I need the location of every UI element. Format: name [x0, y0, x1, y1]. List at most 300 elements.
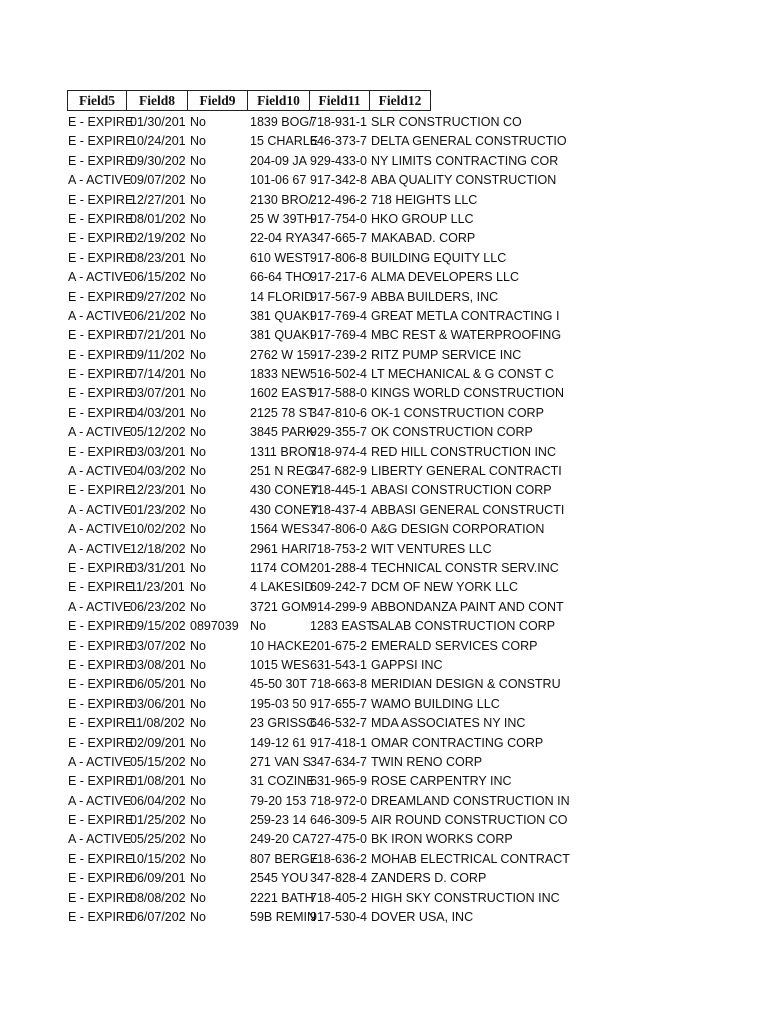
address-cell: 2545 YOU: [250, 871, 309, 886]
date-cell: 09/07/202: [130, 173, 186, 188]
phone-cell: 646-532-7: [310, 716, 367, 731]
phone-cell: 727-475-0: [310, 832, 367, 847]
table-row: [68, 695, 768, 714]
flag-cell: No: [190, 289, 206, 304]
company-cell: HIGH SKY CONSTRUCTION INC: [371, 890, 560, 905]
header-cell-field9: Field9: [188, 90, 248, 111]
status-cell: E - EXPIRE: [68, 560, 134, 575]
company-cell: ABBASI GENERAL CONSTRUCTI: [371, 502, 565, 517]
phone-cell: 929-355-7: [310, 425, 367, 440]
date-cell: 11/23/201: [130, 580, 185, 595]
address-cell: 259-23 14: [250, 813, 307, 828]
address-cell: 22-04 RYA: [250, 231, 310, 246]
table-row: [68, 889, 768, 908]
date-cell: 10/24/201: [130, 134, 186, 149]
company-cell: ZANDERS D. CORP: [371, 871, 487, 886]
date-cell: 06/15/202: [130, 270, 186, 285]
date-cell: 07/21/201: [130, 328, 186, 343]
date-cell: 08/01/202: [130, 211, 186, 226]
date-cell: 06/23/202: [130, 599, 186, 614]
company-cell: SLR CONSTRUCTION CO: [371, 115, 522, 129]
flag-cell: No: [190, 754, 206, 769]
table-row: [68, 637, 768, 656]
flag-cell: No: [190, 502, 206, 517]
phone-cell: 718-405-2: [310, 890, 367, 905]
date-cell: 06/21/202: [130, 308, 186, 323]
flag-cell: No: [190, 890, 206, 905]
flag-cell: No: [190, 328, 206, 343]
flag-cell: No: [190, 386, 206, 401]
date-cell: 01/30/201: [130, 115, 186, 129]
phone-cell: 609-242-7: [310, 580, 367, 595]
address-cell: 1311 BRON: [250, 444, 317, 459]
address-cell: 45-50 30T: [250, 677, 307, 692]
table-row: [68, 578, 768, 597]
company-cell: NY LIMITS CONTRACTING COR: [371, 153, 559, 168]
table-row: [68, 811, 768, 830]
status-cell: E - EXPIRE: [68, 328, 134, 343]
flag-cell: No: [190, 871, 206, 886]
company-cell: OMAR CONTRACTING CORP: [371, 735, 544, 750]
phone-cell: 917-769-4: [310, 328, 367, 343]
flag-cell: No: [190, 910, 206, 925]
date-cell: 09/11/202: [130, 347, 185, 362]
table-row: [68, 132, 768, 151]
date-cell: 01/23/202: [130, 502, 186, 517]
date-cell: 12/27/201: [130, 192, 186, 207]
table-row: [68, 288, 768, 307]
phone-cell: 347-682-9: [310, 464, 367, 479]
status-cell: E - EXPIRE: [68, 367, 134, 382]
address-cell: 1564 WES: [250, 522, 310, 537]
status-cell: A - ACTIVE: [68, 832, 132, 847]
table-row: [68, 346, 768, 365]
company-cell: ABBA BUILDERS, INC: [371, 289, 499, 304]
date-cell: 09/30/202: [130, 153, 186, 168]
address-cell: 79-20 153: [250, 793, 307, 808]
date-cell: 03/06/201: [130, 696, 186, 711]
date-cell: 03/03/201: [130, 444, 186, 459]
status-cell: A - ACTIVE: [68, 270, 132, 285]
phone-cell: 201-288-4: [310, 560, 367, 575]
address-cell: 807 BERGE: [250, 851, 319, 866]
table-row: [68, 908, 768, 927]
phone-cell: 1283 EAST: [310, 619, 374, 634]
header-cell-field8: Field8: [127, 90, 188, 111]
date-cell: 06/05/201: [130, 677, 186, 692]
table-row: [68, 443, 768, 462]
status-cell: A - ACTIVE: [68, 599, 132, 614]
address-cell: 204-09 JA: [250, 153, 307, 168]
status-cell: E - EXPIRE: [68, 677, 134, 692]
status-cell: A - ACTIVE: [68, 754, 132, 769]
phone-cell: 718-753-2: [310, 541, 367, 556]
address-cell: 3845 PARK: [250, 425, 315, 440]
flag-cell: No: [190, 347, 206, 362]
company-cell: DELTA GENERAL CONSTRUCTIO: [371, 134, 567, 149]
phone-cell: 718-636-2: [310, 851, 367, 866]
address-cell: 59B REMIN: [250, 910, 316, 925]
table-row: [68, 249, 768, 268]
company-cell: LIBERTY GENERAL CONTRACTI: [371, 464, 562, 479]
phone-cell: 917-342-8: [310, 173, 367, 188]
phone-cell: 646-309-5: [310, 813, 367, 828]
table-row: [68, 268, 768, 287]
address-cell: 1833 NEW: [250, 367, 311, 382]
company-cell: GREAT METLA CONTRACTING I: [371, 308, 560, 323]
company-cell: DREAMLAND CONSTRUCTION IN: [371, 793, 570, 808]
status-cell: E - EXPIRE: [68, 580, 134, 595]
table-row: [68, 734, 768, 753]
phone-cell: 917-769-4: [310, 308, 367, 323]
company-cell: ABA QUALITY CONSTRUCTION: [371, 173, 557, 188]
table-row: [68, 152, 768, 171]
table-row: [68, 229, 768, 248]
flag-cell: No: [190, 541, 206, 556]
status-cell: E - EXPIRE: [68, 134, 134, 149]
status-cell: E - EXPIRE: [68, 211, 134, 226]
company-cell: ABBONDANZA PAINT AND CONT: [371, 599, 564, 614]
date-cell: 01/25/202: [130, 813, 186, 828]
phone-cell: 929-433-0: [310, 153, 367, 168]
header-cell-field12: Field12: [370, 90, 431, 111]
table-row: [68, 830, 768, 849]
date-cell: 05/12/202: [130, 425, 186, 440]
address-cell: 430 CONEY: [250, 502, 319, 517]
phone-cell: 718-445-1: [310, 483, 367, 498]
flag-cell: No: [190, 308, 206, 323]
address-cell: 101-06 67: [250, 173, 307, 188]
address-cell: 23 GRISSC: [250, 716, 316, 731]
table-row: [68, 540, 768, 559]
address-cell: 381 QUAKI: [250, 308, 314, 323]
date-cell: 11/08/202: [130, 716, 185, 731]
company-cell: MDA ASSOCIATES NY INC: [371, 716, 526, 731]
phone-cell: 201-675-2: [310, 638, 367, 653]
address-cell: 2130 BRO/: [250, 192, 312, 207]
company-cell: RITZ PUMP SERVICE INC: [371, 347, 522, 362]
phone-cell: 646-373-7: [310, 134, 367, 149]
status-cell: E - EXPIRE: [68, 405, 134, 420]
address-cell: 381 QUAKI: [250, 328, 314, 343]
status-cell: E - EXPIRE: [68, 115, 134, 129]
status-cell: E - EXPIRE: [68, 619, 134, 634]
company-cell: WAMO BUILDING LLC: [371, 696, 500, 711]
phone-cell: 347-810-6: [310, 405, 367, 420]
company-cell: DCM OF NEW YORK LLC: [371, 580, 519, 595]
status-cell: E - EXPIRE: [68, 716, 134, 731]
company-cell: MBC REST & WATERPROOFING: [371, 328, 562, 343]
status-cell: E - EXPIRE: [68, 657, 134, 672]
table-row: [68, 772, 768, 791]
phone-cell: 718-437-4: [310, 502, 367, 517]
phone-cell: 347-634-7: [310, 754, 367, 769]
phone-cell: 631-543-1: [310, 657, 367, 672]
flag-cell: 0897039: [190, 619, 239, 634]
table-row: [68, 753, 768, 772]
table-row: [68, 501, 768, 520]
date-cell: 10/02/202: [130, 522, 186, 537]
flag-cell: No: [190, 134, 206, 149]
table-row: [68, 462, 768, 481]
company-cell: MOHAB ELECTRICAL CONTRACT: [371, 851, 570, 866]
date-cell: 06/09/201: [130, 871, 186, 886]
status-cell: E - EXPIRE: [68, 483, 134, 498]
flag-cell: No: [190, 444, 206, 459]
table-row: [68, 520, 768, 539]
flag-cell: No: [190, 367, 206, 382]
address-cell: 249-20 CA: [250, 832, 310, 847]
table-row: [68, 559, 768, 578]
address-cell: 31 COZINE: [250, 774, 315, 789]
address-cell: 4 LAKESID: [250, 580, 314, 595]
date-cell: 03/07/202: [130, 638, 186, 653]
phone-cell: 917-530-4: [310, 910, 367, 925]
table-row: [68, 210, 768, 229]
company-cell: OK-1 CONSTRUCTION CORP: [371, 405, 544, 420]
status-cell: E - EXPIRE: [68, 231, 134, 246]
flag-cell: No: [190, 405, 206, 420]
status-cell: A - ACTIVE: [68, 173, 132, 188]
status-cell: E - EXPIRE: [68, 910, 134, 925]
table-row: [68, 869, 768, 888]
address-cell: 2961 HARI: [250, 541, 312, 556]
company-cell: BK IRON WORKS CORP: [371, 832, 513, 847]
flag-cell: No: [190, 813, 206, 828]
flag-cell: No: [190, 774, 206, 789]
company-cell: ROSE CARPENTRY INC: [371, 774, 512, 789]
status-cell: E - EXPIRE: [68, 813, 134, 828]
address-cell: 3721 GOM: [250, 599, 312, 614]
address-cell: 66-64 THO: [250, 270, 312, 285]
phone-cell: 917-239-2: [310, 347, 367, 362]
status-cell: A - ACTIVE: [68, 425, 132, 440]
phone-cell: 347-665-7: [310, 231, 367, 246]
address-cell: 2762 W 15: [250, 347, 311, 362]
phone-cell: 718-931-1: [310, 115, 367, 129]
table-body: [68, 113, 768, 927]
status-cell: A - ACTIVE: [68, 541, 132, 556]
flag-cell: No: [190, 250, 206, 265]
address-cell: 15 CHARLE: [250, 134, 319, 149]
date-cell: 06/04/202: [130, 793, 186, 808]
flag-cell: No: [190, 638, 206, 653]
address-cell: No: [250, 619, 266, 634]
phone-cell: 917-588-0: [310, 386, 367, 401]
address-cell: 195-03 50: [250, 696, 307, 711]
company-cell: EMERALD SERVICES CORP: [371, 638, 538, 653]
phone-cell: 917-655-7: [310, 696, 367, 711]
phone-cell: 917-217-6: [310, 270, 367, 285]
status-cell: E - EXPIRE: [68, 386, 134, 401]
status-cell: E - EXPIRE: [68, 153, 134, 168]
table-row: [68, 113, 768, 132]
phone-cell: 917-806-8: [310, 250, 367, 265]
flag-cell: No: [190, 599, 206, 614]
header-row: [67, 90, 431, 111]
flag-cell: No: [190, 793, 206, 808]
phone-cell: 718-974-4: [310, 444, 367, 459]
flag-cell: No: [190, 677, 206, 692]
status-cell: A - ACTIVE: [68, 502, 132, 517]
address-cell: 149-12 61: [250, 735, 307, 750]
phone-cell: 917-567-9: [310, 289, 367, 304]
date-cell: 07/14/201: [130, 367, 186, 382]
flag-cell: No: [190, 173, 206, 188]
status-cell: E - EXPIRE: [68, 774, 134, 789]
table-row: [68, 850, 768, 869]
phone-cell: 718-663-8: [310, 677, 367, 692]
flag-cell: No: [190, 211, 206, 226]
status-cell: E - EXPIRE: [68, 851, 134, 866]
date-cell: 09/15/202: [130, 619, 186, 634]
company-cell: RED HILL CONSTRUCTION INC: [371, 444, 556, 459]
company-cell: WIT VENTURES LLC: [371, 541, 492, 556]
address-cell: 1174 COM: [250, 560, 310, 575]
flag-cell: No: [190, 153, 206, 168]
address-cell: 610 WEST: [250, 250, 311, 265]
table-row: [68, 423, 768, 442]
table-row: [68, 191, 768, 210]
flag-cell: No: [190, 851, 206, 866]
table-row: [68, 675, 768, 694]
company-cell: AIR ROUND CONSTRUCTION CO: [371, 813, 568, 828]
flag-cell: No: [190, 522, 206, 537]
table-row: [68, 326, 768, 345]
phone-cell: 914-299-9: [310, 599, 367, 614]
date-cell: 03/08/201: [130, 657, 186, 672]
table-row: [68, 656, 768, 675]
date-cell: 06/07/202: [130, 910, 186, 925]
flag-cell: No: [190, 483, 206, 498]
phone-cell: 631-965-9: [310, 774, 367, 789]
date-cell: 05/15/202: [130, 754, 186, 769]
status-cell: A - ACTIVE: [68, 464, 132, 479]
date-cell: 05/25/202: [130, 832, 186, 847]
table-row: [68, 365, 768, 384]
company-cell: MAKABAD. CORP: [371, 231, 476, 246]
status-cell: A - ACTIVE: [68, 522, 132, 537]
address-cell: 1839 BOG/: [250, 115, 313, 129]
status-cell: E - EXPIRE: [68, 735, 134, 750]
table-row: [68, 307, 768, 326]
status-cell: E - EXPIRE: [68, 638, 134, 653]
date-cell: 02/09/201: [130, 735, 186, 750]
phone-cell: 212-496-2: [310, 192, 367, 207]
status-cell: E - EXPIRE: [68, 696, 134, 711]
phone-cell: 917-754-0: [310, 211, 367, 226]
company-cell: GAPPSI INC: [371, 657, 443, 672]
address-cell: 2221 BATH: [250, 890, 314, 905]
table-row: [68, 384, 768, 403]
date-cell: 08/08/202: [130, 890, 186, 905]
flag-cell: No: [190, 560, 206, 575]
address-cell: 10 HACKE: [250, 638, 311, 653]
flag-cell: No: [190, 425, 206, 440]
status-cell: E - EXPIRE: [68, 250, 134, 265]
status-cell: E - EXPIRE: [68, 192, 134, 207]
address-cell: 25 W 39TH: [250, 211, 314, 226]
date-cell: 12/18/202: [130, 541, 186, 556]
flag-cell: No: [190, 657, 206, 672]
flag-cell: No: [190, 115, 206, 129]
status-cell: A - ACTIVE: [68, 308, 132, 323]
table-row: [68, 617, 768, 636]
date-cell: 08/23/201: [130, 250, 186, 265]
company-cell: ABASI CONSTRUCTION CORP: [371, 483, 552, 498]
date-cell: 09/27/202: [130, 289, 186, 304]
company-cell: MERIDIAN DESIGN & CONSTRU: [371, 677, 561, 692]
address-cell: 430 CONEY: [250, 483, 319, 498]
company-cell: TWIN RENO CORP: [371, 754, 483, 769]
company-cell: A&G DESIGN CORPORATION: [371, 522, 545, 537]
header-cell-field10: Field10: [248, 90, 310, 111]
company-cell: ALMA DEVELOPERS LLC: [371, 270, 519, 285]
address-cell: 14 FLORID: [250, 289, 314, 304]
company-cell: HKO GROUP LLC: [371, 211, 474, 226]
header-cell-field11: Field11: [310, 90, 370, 111]
company-cell: TECHNICAL CONSTR SERV.INC: [371, 560, 559, 575]
flag-cell: No: [190, 580, 206, 595]
date-cell: 10/15/202: [130, 851, 186, 866]
status-cell: E - EXPIRE: [68, 890, 134, 905]
flag-cell: No: [190, 270, 206, 285]
status-cell: E - EXPIRE: [68, 444, 134, 459]
date-cell: 03/07/201: [130, 386, 186, 401]
header-cell-field5: Field5: [67, 90, 127, 111]
address-cell: 1602 EAST: [250, 386, 314, 401]
phone-cell: 347-806-0: [310, 522, 367, 537]
table-row: [68, 171, 768, 190]
table-row: [68, 404, 768, 423]
flag-cell: No: [190, 192, 206, 207]
flag-cell: No: [190, 832, 206, 847]
phone-cell: 516-502-4: [310, 367, 367, 382]
company-cell: 718 HEIGHTS LLC: [371, 192, 478, 207]
status-cell: E - EXPIRE: [68, 289, 134, 304]
company-cell: SALAB CONSTRUCTION CORP: [371, 619, 556, 634]
company-cell: LT MECHANICAL & G CONST C: [371, 367, 554, 382]
phone-cell: 718-972-0: [310, 793, 367, 808]
company-cell: OK CONSTRUCTION CORP: [371, 425, 533, 440]
date-cell: 02/19/202: [130, 231, 186, 246]
flag-cell: No: [190, 735, 206, 750]
company-cell: DOVER USA, INC: [371, 910, 474, 925]
table-row: [68, 714, 768, 733]
date-cell: 04/03/202: [130, 464, 186, 479]
address-cell: 271 VAN S: [250, 754, 311, 769]
date-cell: 04/03/201: [130, 405, 186, 420]
phone-cell: 917-418-1: [310, 735, 367, 750]
table-row: [68, 481, 768, 500]
date-cell: 03/31/201: [130, 560, 186, 575]
phone-cell: 347-828-4: [310, 871, 367, 886]
table-row: [68, 792, 768, 811]
company-cell: BUILDING EQUITY LLC: [371, 250, 507, 265]
address-cell: 2125 78 ST: [250, 405, 315, 420]
address-cell: 251 N REG: [250, 464, 314, 479]
company-cell: KINGS WORLD CONSTRUCTION: [371, 386, 565, 401]
address-cell: 1015 WES: [250, 657, 310, 672]
date-cell: 12/23/201: [130, 483, 186, 498]
flag-cell: No: [190, 464, 206, 479]
table-row: [68, 598, 768, 617]
status-cell: E - EXPIRE: [68, 347, 134, 362]
flag-cell: No: [190, 231, 206, 246]
date-cell: 01/08/201: [130, 774, 186, 789]
flag-cell: No: [190, 716, 206, 731]
flag-cell: No: [190, 696, 206, 711]
